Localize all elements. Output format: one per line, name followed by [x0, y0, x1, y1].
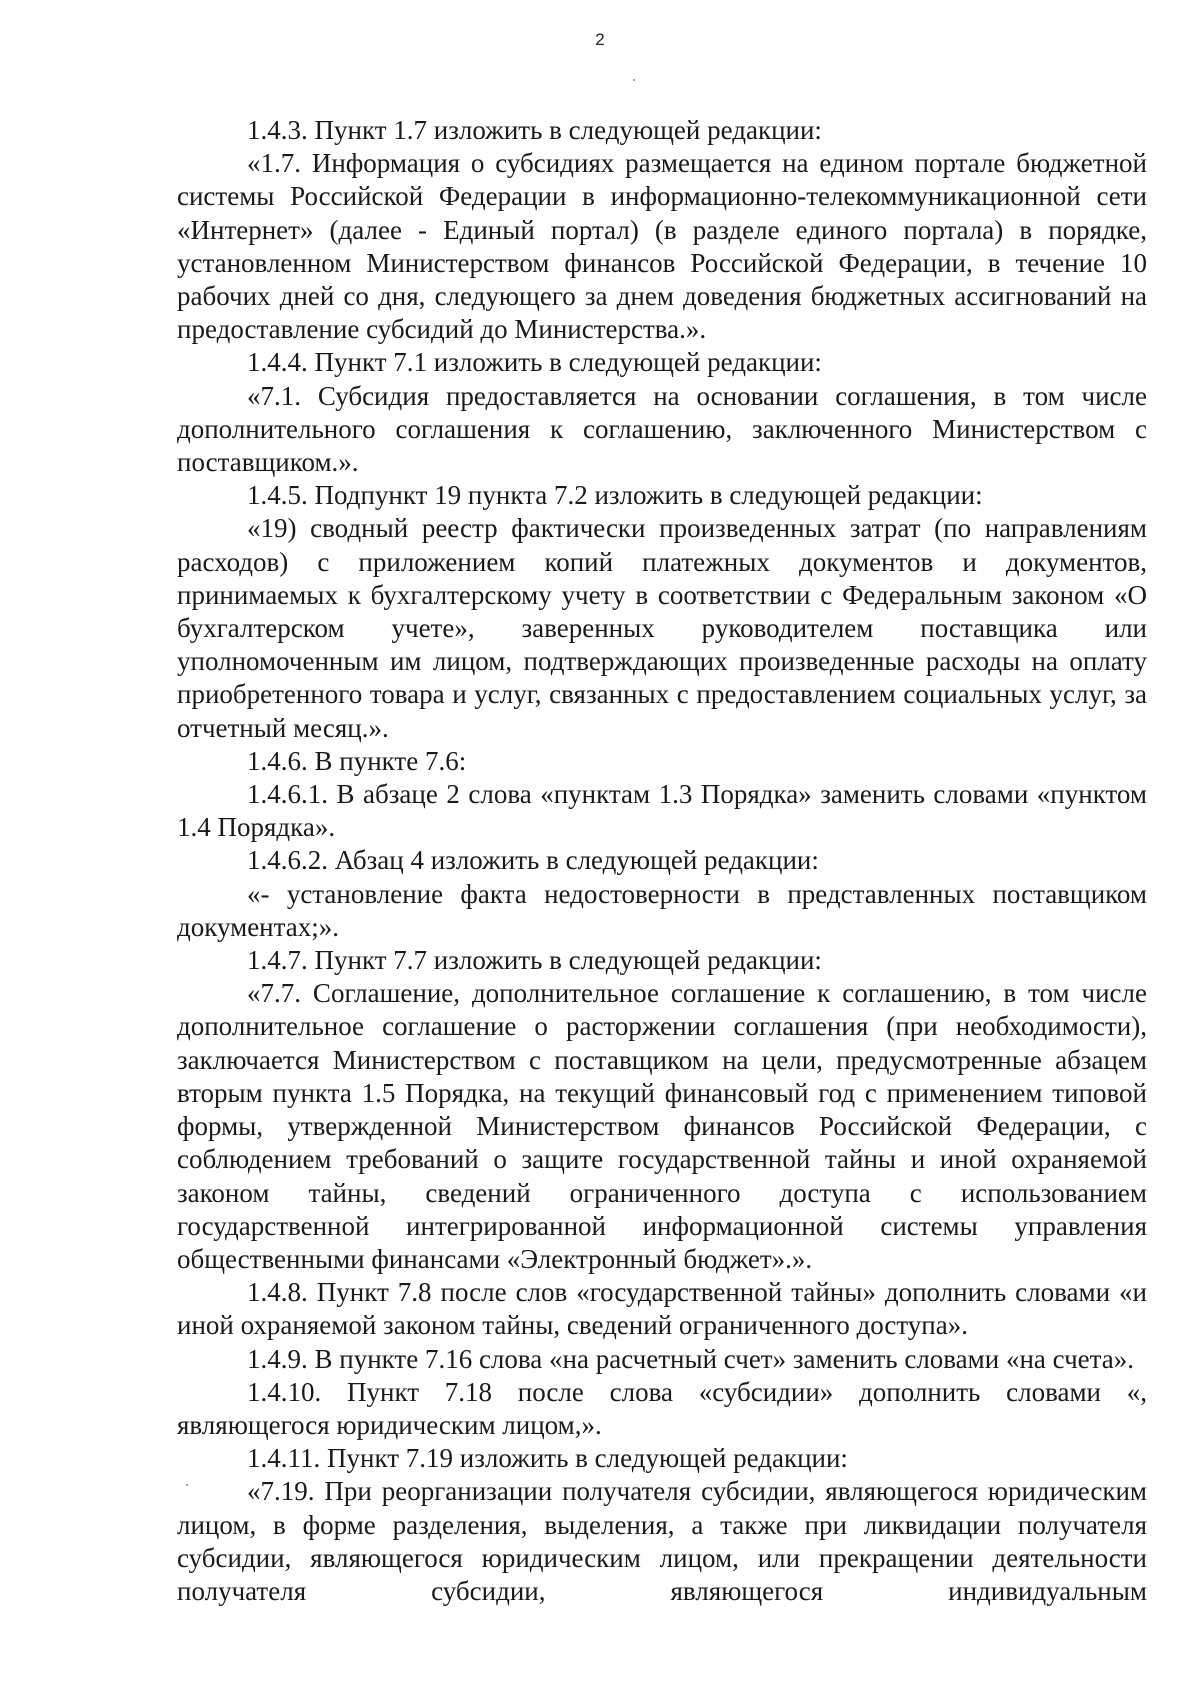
scan-artifact [186, 1484, 188, 1486]
paragraph-1-7-text: «1.7. Информация о субсидиях размещается на едином портале бюджетной системы Российской Федерации в информационно-телекоммуникационной сети «Интернет» (далее - Единый портал) (в разделе единого портала) в порядке, установленном Министерством финансов Российской Федерации, в течение 10 рабочих дней со дня, следующего за днем доведения бюджетных ассигнований на предоставление субсидий до Министерства.». [177, 148, 1147, 345]
paragraph-7-7-text: «7.7. Соглашение, дополнительное соглашение к соглашению, в том числе дополнительное соглашение о расторжении соглашения (при необходимости), заключается Министерством с поставщиком на цели, предусмотренные абзацем вторым пункта 1.5 Порядка, на текущий финансовый год с применением типовой формы, утвержденной Министерством финансов Российской Федерации, с соблюдением требований о защите государственной тайны и иной охраняемой законом тайны, сведений ограниченного доступа с использованием государственной интегрированной информационной системы управления общественными финансами «Электронный бюджет».». [177, 978, 1147, 1274]
paragraph-1-4-11: 1.4.11. Пункт 7.19 изложить в следующей редакции: [247, 1443, 848, 1474]
paragraph-1-4-6: 1.4.6. В пункте 7.6: [247, 745, 467, 776]
paragraph-1-4-9: 1.4.9. В пункте 7.16 слова «на расчетный счет» заменить словами «на счета». [247, 1343, 1135, 1374]
scan-artifact [633, 79, 635, 81]
document-body [177, 114, 1147, 1608]
paragraph-7-1-text: «7.1. Субсидия предоставляется на основании соглашения, в том числе дополнительного соглашения к соглашению, заключенного Министерством с поставщиком.». [177, 380, 1147, 478]
paragraph-1-4-10: 1.4.10. Пункт 7.18 после слова «субсидии» дополнить словами «, являющегося юридическим лицом,». [177, 1376, 1147, 1440]
paragraph-1-4-3: 1.4.3. Пункт 1.7 изложить в следующей редакции: [247, 115, 822, 145]
paragraph-7-19-text: «7.19. При реорганизации получателя субсидии, являющегося юридическим лицом, в форме разделения, выделения, а также при ликвидации получателя субсидии, являющегося юридическим лицом, или прекращении деятельности получателя субсидии, являющегося индивидуальным [177, 1476, 1147, 1606]
page-number: 2 [595, 30, 605, 49]
paragraph-1-4-6-1: 1.4.6.1. В абзаце 2 слова «пунктам 1.3 Порядка» заменить словами «пунктом 1.4 Порядка». [177, 779, 1147, 843]
paragraph-1-4-5: 1.4.5. Подпункт 19 пункта 7.2 изложить в следующей редакции: [247, 480, 983, 511]
paragraph-19-text: «19) сводный реестр фактически произведенных затрат (по направлениям расходов) с приложением копий платежных документов и документов, принимаемых к бухгалтерскому учету в соответствии с Федеральным законом «О бухгалтерском учете», заверенных руководителем поставщика или уполномоченным им лицом, подтверждающих произведенные расходы на оплату приобретенного товара и услуг, связанных с предоставлением социальных услуг, за отчетный месяц.». [177, 513, 1147, 743]
paragraph-abzac-4-text: «- установление факта недостоверности в представленных поставщиком документах;». [177, 878, 1147, 942]
paragraph-1-4-7: 1.4.7. Пункт 7.7 изложить в следующей редакции: [247, 945, 822, 976]
paragraph-1-4-6-2: 1.4.6.2. Абзац 4 изложить в следующей редакции: [247, 845, 819, 876]
paragraph-1-4-8: 1.4.8. Пункт 7.8 после слов «государственной тайны» дополнить словами «и иной охраняемой законом тайны, сведений ограниченного доступа». [177, 1277, 1147, 1341]
paragraph-1-4-4: 1.4.4. Пункт 7.1 изложить в следующей редакции: [247, 347, 822, 378]
